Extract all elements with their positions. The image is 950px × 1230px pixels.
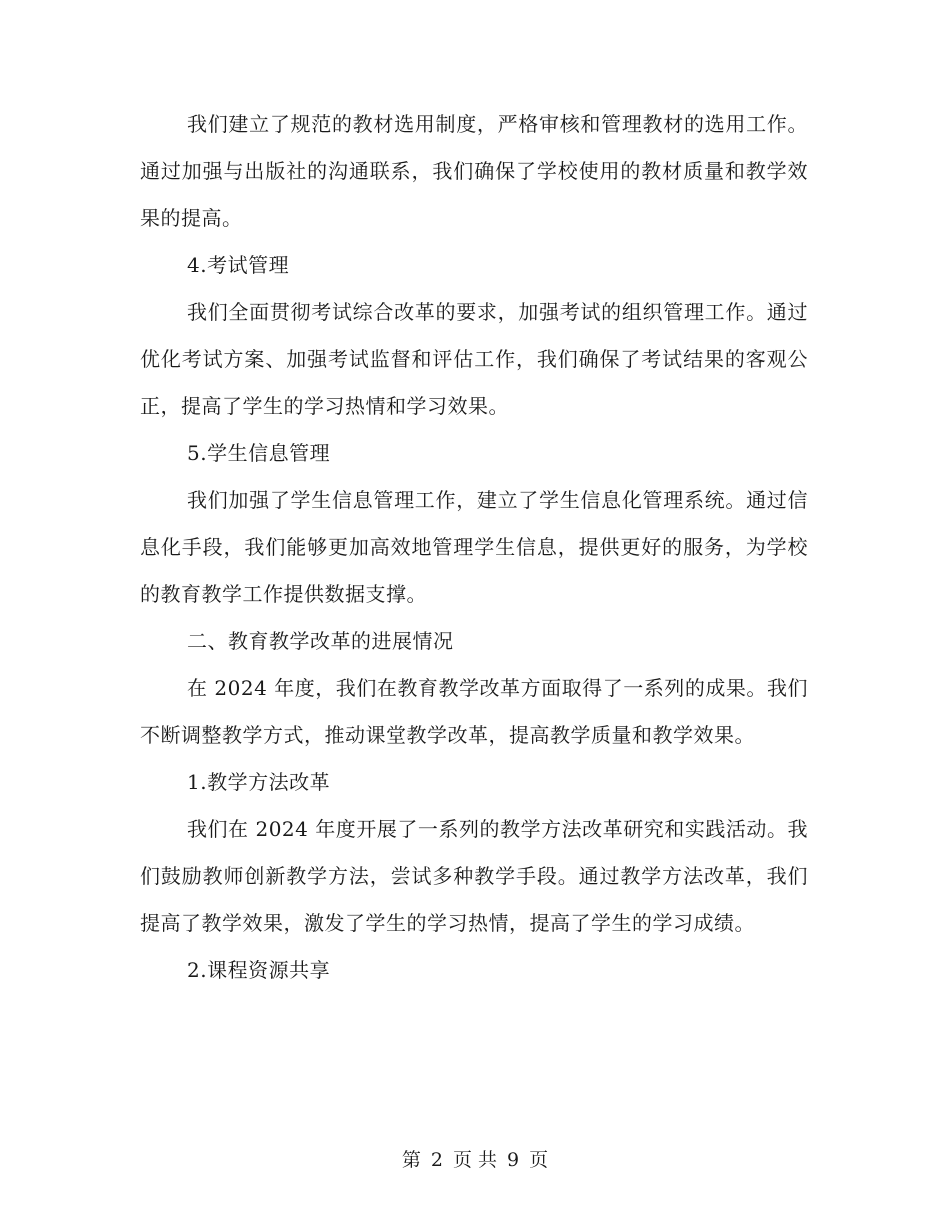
heading-teaching-method-reform: 1.教学方法改革 (187, 770, 331, 794)
heading-exam-management: 4.考试管理 (187, 253, 290, 277)
footer-middle: 页 共 (452, 1149, 498, 1171)
paragraph-teaching-method-reform: 我们在 2024 年度开展了一系列的教学方法改革研究和实践活动。我们鼓励教师创新教学方法，尝试多种教学手段。通过教学方法改革，我们提高了教学效果，激发了学生的学习热情，提高了学生的学习成绩。 (140, 817, 808, 935)
document-body (140, 101, 808, 994)
page-footer (0, 1146, 950, 1174)
paragraph-exam-management: 我们全面贯彻考试综合改革的要求，加强考试的组织管理工作。通过优化考试方案、加强考试监督和评估工作，我们确保了考试结果的客观公正，提高了学生的学习热情和学习效果。 (140, 300, 808, 418)
heading-course-resource-sharing: 2.课程资源共享 (187, 958, 331, 982)
heading-student-info-management: 5.学生信息管理 (187, 441, 331, 465)
footer-total-pages: 9 (507, 1149, 520, 1171)
paragraph-student-info-management: 我们加强了学生信息管理工作，建立了学生信息化管理系统。通过信息化手段，我们能够更加高效地管理学生信息，提供更好的服务，为学校的教育教学工作提供数据支撑。 (140, 488, 808, 606)
footer-suffix: 页 (529, 1149, 549, 1171)
paragraph-reform-progress: 在 2024 年度，我们在教育教学改革方面取得了一系列的成果。我们不断调整教学方式，推动课堂教学改革，提高教学质量和教学效果。 (140, 676, 808, 747)
footer-prefix: 第 (401, 1149, 421, 1171)
paragraph-textbook-selection: 我们建立了规范的教材选用制度，严格审核和管理教材的选用工作。通过加强与出版社的沟通联系，我们确保了学校使用的教材质量和教学效果的提高。 (140, 112, 808, 230)
heading-reform-progress: 二、教育教学改革的进展情况 (187, 629, 454, 653)
footer-current-page: 2 (430, 1149, 443, 1171)
